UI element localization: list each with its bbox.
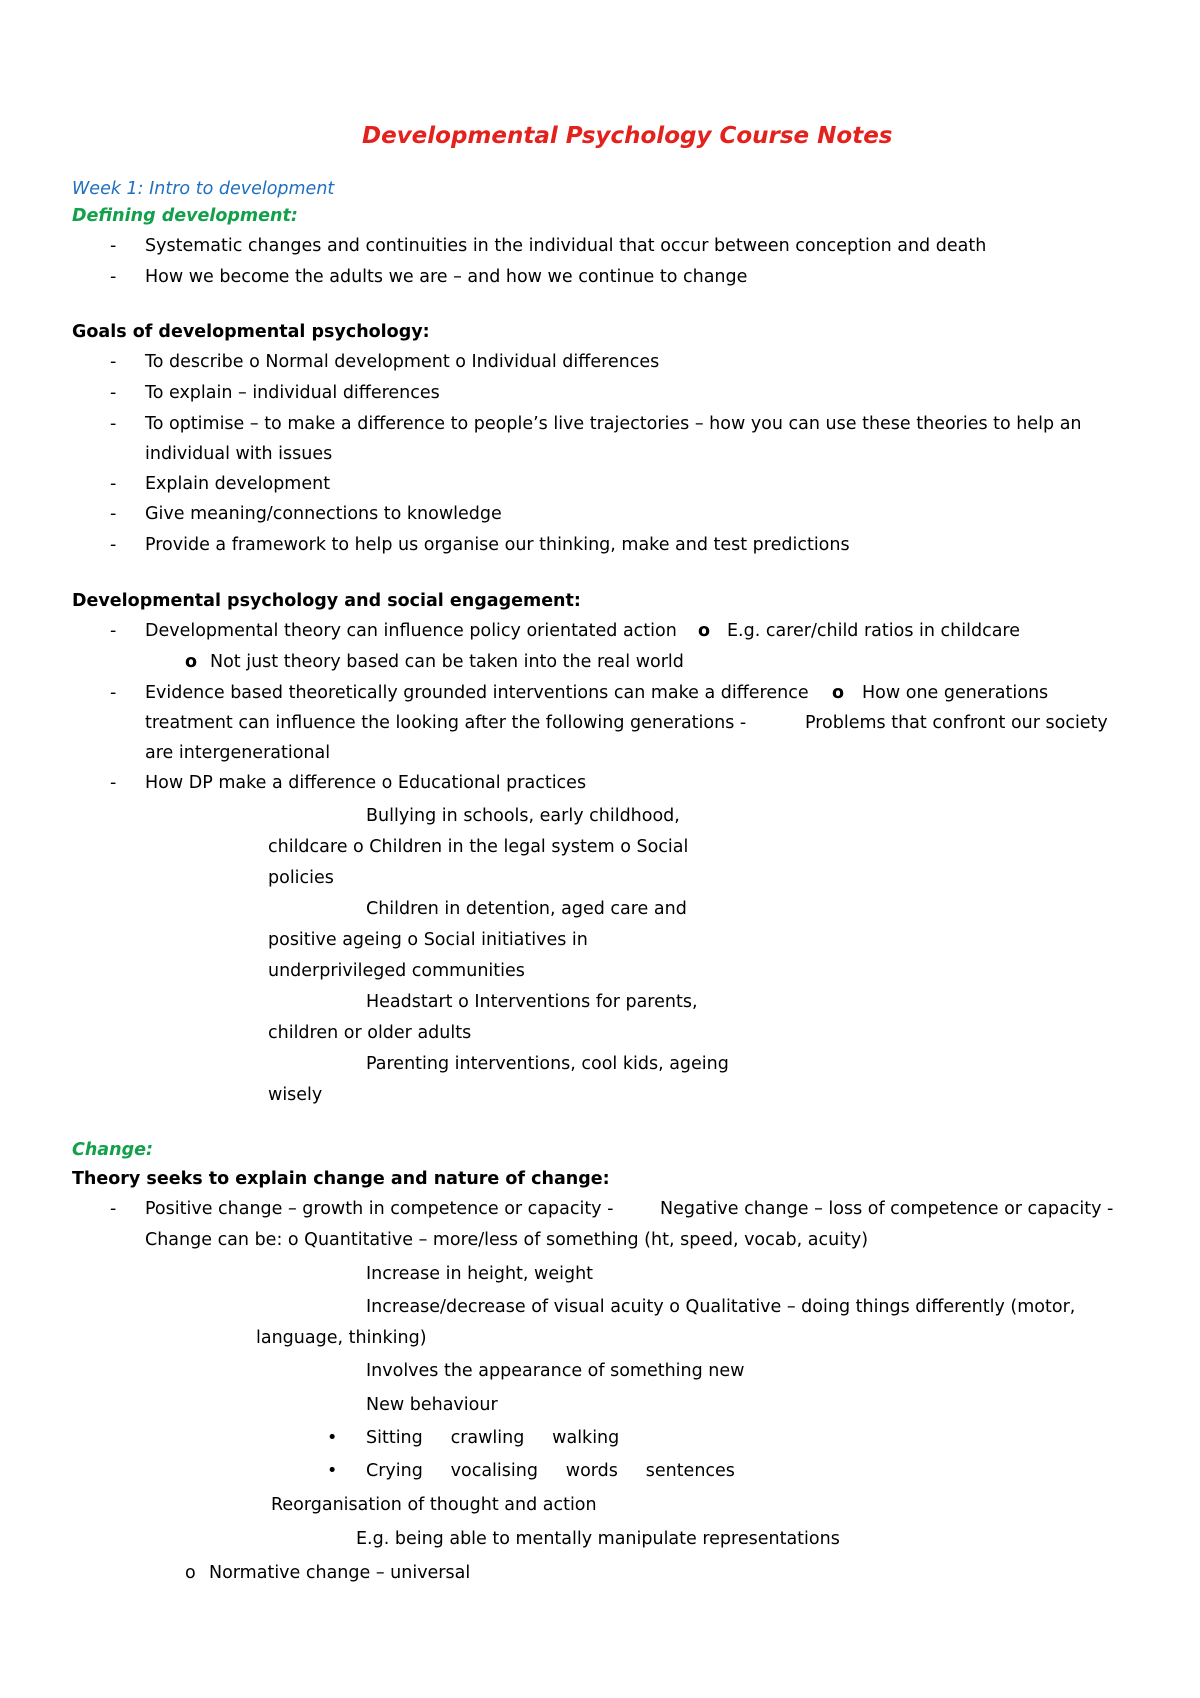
list-item-continuation: Change can be: o Quantitative – more/less of something (ht, speed, vocab, acuity) <box>145 1230 869 1250</box>
list-item: How DP make a difference o Educational practices <box>145 773 587 793</box>
defining-heading: Defining development: <box>72 206 298 226</box>
list-item: Give meaning/connections to knowledge <box>145 504 502 524</box>
sub-item: Headstart o Interventions for parents, <box>366 992 698 1012</box>
page-title: Developmental Psychology Course Notes <box>362 123 893 149</box>
list-item: Negative change – loss of competence or capacity - <box>660 1199 1114 1219</box>
sub-item: Sitting crawling walking <box>366 1428 620 1448</box>
sub-item: Reorganisation of thought and action <box>271 1495 597 1515</box>
dash-marker: - <box>110 267 117 287</box>
sub-item: Normative change – universal <box>209 1563 471 1583</box>
dash-marker: - <box>110 474 117 494</box>
bullet-marker: • <box>327 1461 338 1481</box>
circle-marker: o <box>185 1563 196 1583</box>
circle-marker: o <box>832 683 845 703</box>
sub-item: positive ageing o Social initiatives in <box>268 930 588 950</box>
dash-marker: - <box>110 535 117 555</box>
sub-item: underprivileged communities <box>268 961 525 981</box>
sub-item: Increase/decrease of visual acuity o Qualitative – doing things differently (motor, <box>366 1297 1076 1317</box>
dash-marker: - <box>110 1199 117 1219</box>
list-item: Provide a framework to help us organise our thinking, make and test predictions <box>145 535 850 555</box>
dash-marker: - <box>110 236 117 256</box>
sub-item: Increase in height, weight <box>366 1264 594 1284</box>
list-item: Systematic changes and continuities in the individual that occur between conception and death <box>145 236 987 256</box>
list-item-continuation: are intergenerational <box>145 743 331 763</box>
circle-marker: o <box>698 621 711 641</box>
dash-marker: - <box>110 352 117 372</box>
list-item: To optimise – to make a difference to people’s live trajectories – how you can use these theories to help an <box>145 414 1082 434</box>
sub-item: policies <box>268 868 334 888</box>
sub-item: wisely <box>268 1085 323 1105</box>
list-item: Not just theory based can be taken into the real world <box>210 652 684 672</box>
theory-heading: Theory seeks to explain change and nature of change: <box>72 1169 610 1189</box>
dash-marker: - <box>110 683 117 703</box>
sub-item: language, thinking) <box>256 1328 427 1348</box>
bullet-marker: • <box>327 1428 338 1448</box>
goals-heading: Goals of developmental psychology: <box>72 322 430 342</box>
list-item: Problems that confront our society <box>805 713 1108 733</box>
sub-item: Bullying in schools, early childhood, <box>366 806 680 826</box>
dash-marker: - <box>110 383 117 403</box>
list-item-continuation: individual with issues <box>145 444 333 464</box>
sub-item: Children in detention, aged care and <box>366 899 687 919</box>
list-item: To describe o Normal development o Individual differences <box>145 352 660 372</box>
list-item: Positive change – growth in competence or capacity - <box>145 1199 614 1219</box>
list-item: Evidence based theoretically grounded interventions can make a difference <box>145 683 809 703</box>
social-heading: Developmental psychology and social engagement: <box>72 591 581 611</box>
sub-item: E.g. being able to mentally manipulate representations <box>356 1529 840 1549</box>
list-item: To explain – individual differences <box>145 383 440 403</box>
sub-item: Parenting interventions, cool kids, ageing <box>366 1054 729 1074</box>
list-item: How we become the adults we are – and how we continue to change <box>145 267 748 287</box>
list-item: E.g. carer/child ratios in childcare <box>727 621 1020 641</box>
circle-marker: o <box>185 652 198 672</box>
sub-item: New behaviour <box>366 1395 498 1415</box>
list-item: Developmental theory can influence policy orientated action <box>145 621 677 641</box>
dash-marker: - <box>110 773 117 793</box>
sub-item: Crying vocalising words sentences <box>366 1461 735 1481</box>
dash-marker: - <box>110 414 117 434</box>
list-item-continuation: treatment can influence the looking after the following generations - <box>145 713 747 733</box>
list-item: How one generations <box>862 683 1049 703</box>
sub-item: childcare o Children in the legal system o Social <box>268 837 689 857</box>
change-heading: Change: <box>72 1140 153 1160</box>
sub-item: children or older adults <box>268 1023 472 1043</box>
week-heading: Week 1: Intro to development <box>72 179 335 199</box>
list-item: Explain development <box>145 474 331 494</box>
dash-marker: - <box>110 504 117 524</box>
dash-marker: - <box>110 621 117 641</box>
sub-item: Involves the appearance of something new <box>366 1361 745 1381</box>
